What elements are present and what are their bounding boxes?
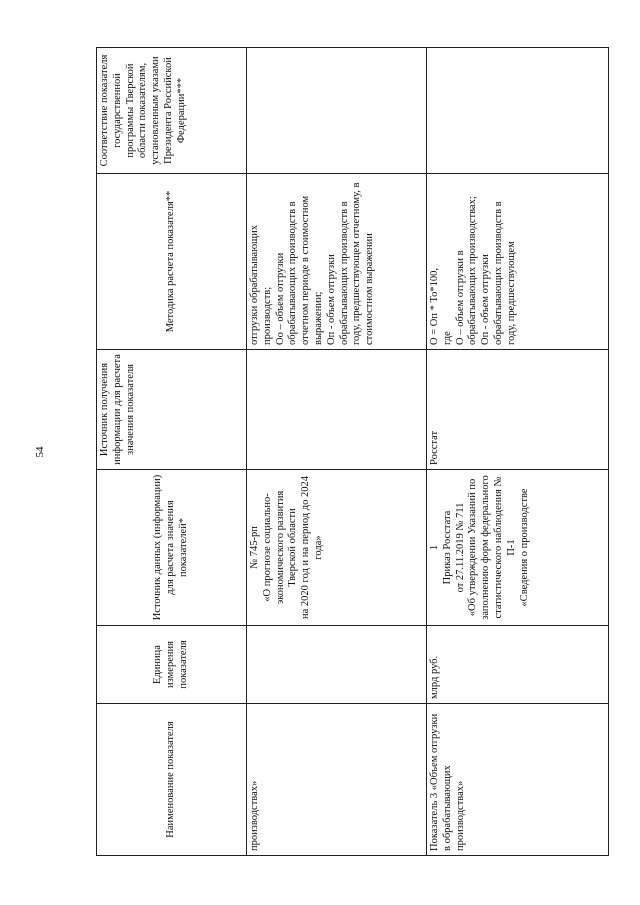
header-method: Методика расчета показателя** xyxy=(97,174,247,350)
table-header-row xyxy=(97,48,247,856)
row2-info-source: Росстат xyxy=(427,350,609,470)
header-name: Наименование показателя xyxy=(97,704,247,856)
row1-method: отгрузки обрабатывающих производств; Оо – объем отгрузки обрабатывающих производств в отчетном периоде в стоимостном выражении; Оп - объем отгрузки обрабатывающих производств в году, предшествующем отчетному, в стоимостном выражении xyxy=(247,174,427,350)
row1-info-source xyxy=(247,350,427,470)
row2-compliance xyxy=(427,48,609,174)
page-number: 54 xyxy=(34,446,46,458)
row2-name: Показатель 3 «Объем отгрузки в обрабатывающих производствах» xyxy=(427,704,609,856)
row2-data-source: 1 Приказ Росстата от 27.11.2019 № 711 «Об утверждении Указаний по заполнению форм федерального статистического наблюдения № П-1 «Сведения о производстве xyxy=(427,470,609,626)
header-data-source: Источник данных (информации) для расчета значения показателей* xyxy=(97,470,247,626)
row1-unit xyxy=(247,626,427,704)
header-unit: Единица измерения показателя xyxy=(97,626,247,704)
row2-method: О = Оп * То*100, где О – объем отгрузки в обрабатывающих производствах; Оп - объем отгрузки обрабатывающих производств в году, предшествующем xyxy=(427,174,609,350)
header-info-source: Источник получения информации для расчета значения показателя xyxy=(97,350,247,470)
row1-data-source: № 745-рп «О прогнозе социально-экономического развития Тверской области на 2020 год и на период до 2024 года» xyxy=(247,470,427,626)
row2-unit: млрд руб. xyxy=(427,626,609,704)
table-row xyxy=(247,48,427,856)
rotated-page-content xyxy=(96,48,608,856)
header-compliance: Соответствие показателя государственной программы Тверской области показателям, установленным указами Президента Российской Федерации*** xyxy=(97,48,247,174)
indicator-table xyxy=(96,47,609,856)
table-row xyxy=(427,48,609,856)
row1-compliance xyxy=(247,48,427,174)
row1-name: производствах» xyxy=(247,704,427,856)
